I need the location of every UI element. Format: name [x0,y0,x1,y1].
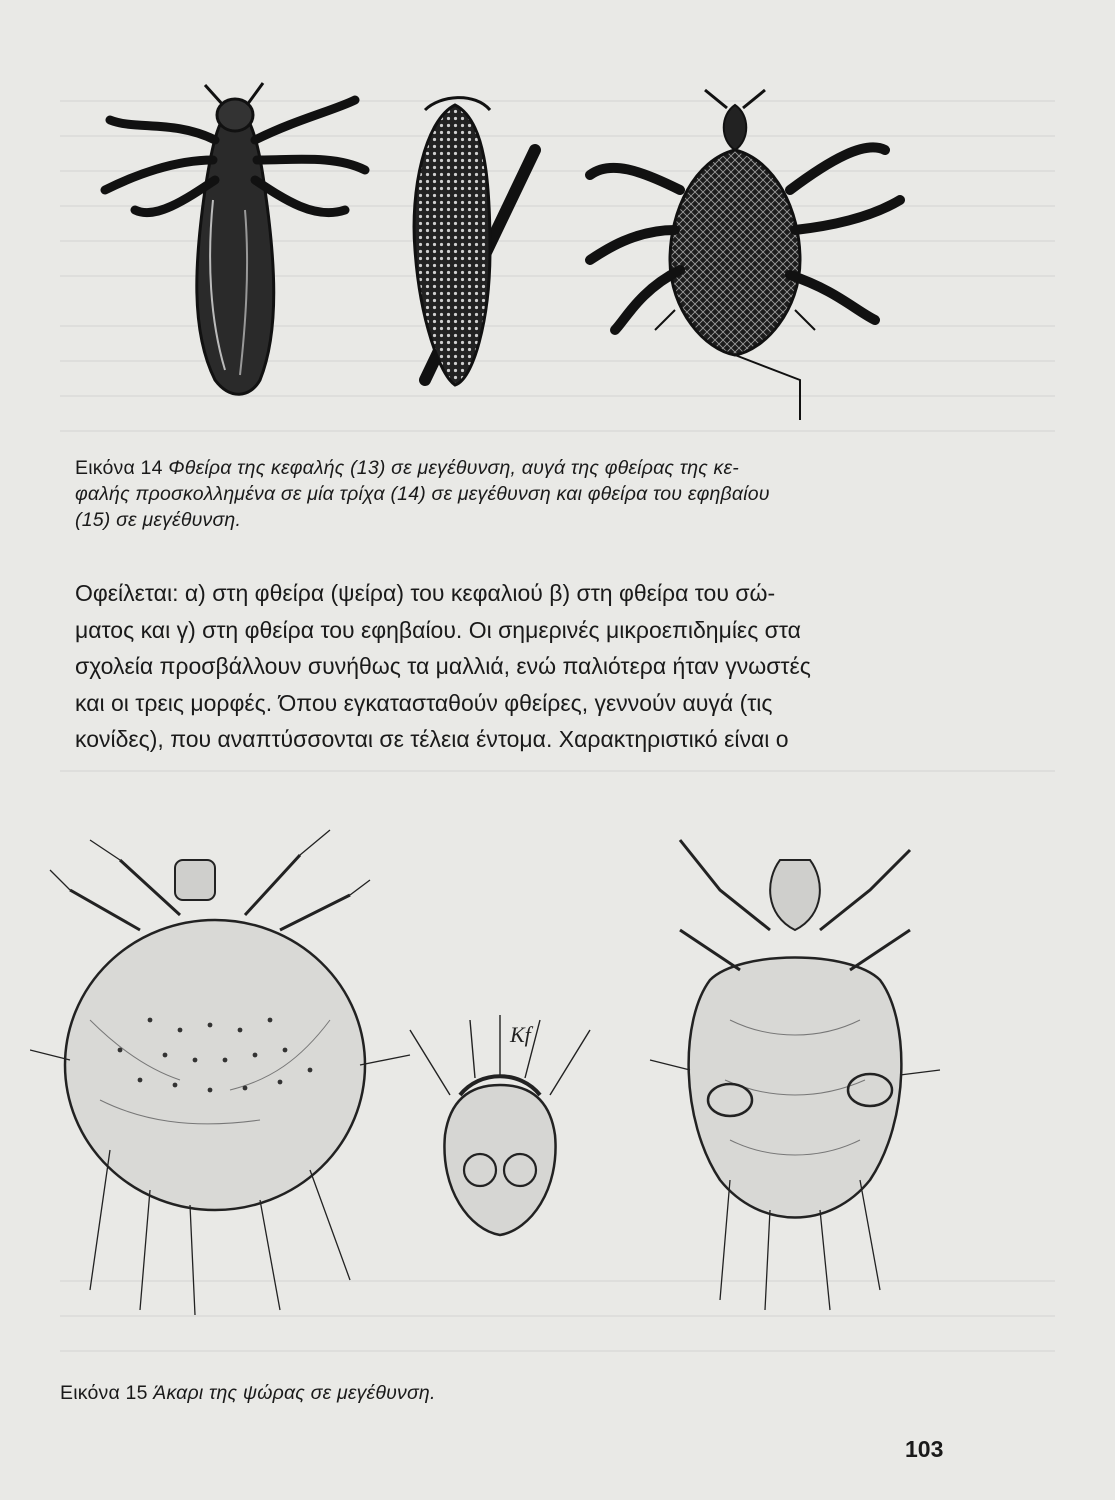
pubic-louse-drawing [590,90,900,420]
body-text-line: σχολεία προσβάλλουν συνήθως τα μαλλιά, ενώ παλιότερα ήταν γνωστές [75,653,811,679]
figure-14-caption [75,455,955,533]
figure-15-label: Εικόνα 15 [60,1382,148,1404]
figure-14-label: Εικόνα 14 [75,457,163,479]
body-text-line: και οι τρεις μορφές. Όπου εγκατασταθούν φθείρες, γεννούν αυγά (τις [75,689,773,716]
body-text-line: κονίδες), που αναπτύσσονται σε τέλεια έντομα. Χαρακτηριστικό είναι ο [75,726,789,752]
figure-15-caption [60,1380,760,1406]
figure-14-caption-line: Εικόνα 14 Φθείρα της κεφαλής (13) σε μεγέθυνση, αυγά της φθείρας της κε- [75,457,739,479]
head-louse-drawing [105,83,365,394]
scabies-mite-ventral-drawing [650,840,940,1310]
scabies-mite-dorsal-drawing [30,830,410,1315]
figure-14-illustration [95,80,965,430]
page-number: 103 [905,1436,944,1462]
louse-egg-on-hair-drawing [414,98,535,385]
figure-15-illustration [30,820,990,1320]
figure-14-caption-line: φαλής προσκολλημένα σε μία τρίχα (14) σε μεγέθυνση και φθείρα του εφηβαίου [75,483,770,505]
figure-14-caption-line: (15) σε μεγέθυνση. [75,509,242,531]
body-text-line: ματος και γ) στη φθείρα του εφηβαίου. Οι σημερινές μικροεπιδημίες στα [75,616,801,643]
show-through-line [60,770,1055,772]
show-through-line [60,430,1055,432]
body-paragraph [75,575,950,758]
figure-15-caption-text: Άκαρι της ψώρας σε μεγέθυνση. [153,1382,436,1404]
show-through-line [60,1350,1055,1352]
scabies-mite-larva-drawing [410,1015,590,1235]
figure-15-inline-label: Kf [510,1022,531,1047]
body-text-line: Οφείλεται: α) στη φθείρα (ψείρα) του κεφαλιού β) στη φθείρα του σώ- [75,580,776,606]
